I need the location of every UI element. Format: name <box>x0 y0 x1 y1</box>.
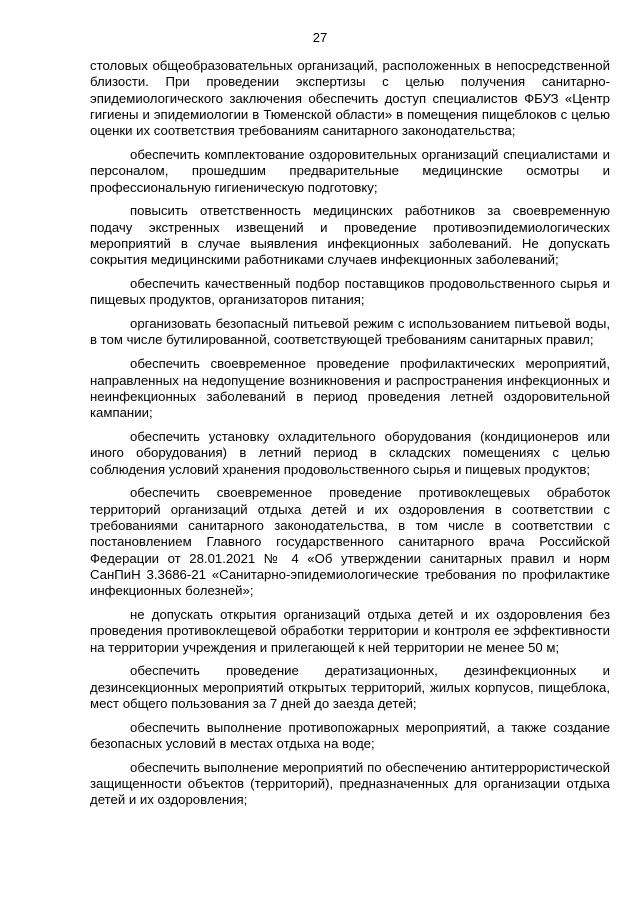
paragraph: обеспечить своевременное проведение противоклещевых обработок территорий организаций отдыха детей и их оздоровления в соответствии с требованиями санитарного законодательства, в том числе в соответствии с постановлением Главного государственного санитарного врача Российской Федерации от 28.01.2021 № 4 «Об утверждении санитарных правил и норм СанПиН 3.3686-21 «Санитарно-эпидемиологические требования по профилактике инфекционных болезней»; <box>90 485 610 599</box>
paragraph: обеспечить установку охладительного оборудования (кондиционеров или иного оборудования) в летний период в складских помещениях с целью соблюдения условий хранения продовольственного сырья и пищевых продуктов; <box>90 428 610 477</box>
page-number: 27 <box>312 30 328 45</box>
paragraph: обеспечить комплектование оздоровительных организаций специалистами и персоналом, прошедшим предварительные медицинские осмотры и профессиональную гигиеническую подготовку; <box>90 146 610 195</box>
paragraph: обеспечить своевременное проведение профилактических мероприятий, направленных на недопущение возникновения и распространения инфекционных и неинфекционных заболеваний в период проведения летней оздоровительной кампании; <box>90 356 610 421</box>
paragraph: не допускать открытия организаций отдыха детей и их оздоровления без проведения противоклещевой обработки территории и контроля ее эффективности на территории учреждения и прилегающей к ней территории не менее 50 м; <box>90 606 610 655</box>
paragraph: обеспечить выполнение мероприятий по обеспечению антитеррористической защищенности объектов (территорий), предназначенных для организации отдыха детей и их оздоровления; <box>90 759 610 808</box>
paragraph: обеспечить проведение дератизационных, дезинфекционных и дезинсекционных мероприятий открытых территорий, жилых корпусов, пищеблока, мест общего пользования за 7 дней до заезда детей; <box>90 663 610 711</box>
document-body <box>90 58 610 816</box>
paragraph: обеспечить качественный подбор поставщиков продовольственного сырья и пищевых продуктов, организаторов питания; <box>90 276 610 308</box>
paragraph: обеспечить выполнение противопожарных мероприятий, а также создание безопасных условий в местах отдыха на воде; <box>90 719 610 751</box>
paragraph: организовать безопасный питьевой режим с использованием питьевой воды, в том числе бутилированной, соответствующей требованиям санитарных правил; <box>90 316 610 348</box>
paragraph: повысить ответственность медицинских работников за своевременную подачу экстренных извещений и проведение противоэпидемиологических мероприятий в случае выявления инфекционных заболеваний. Не допускать сокрытия медицинскими работниками случаев инфекционных заболеваний; <box>90 203 610 268</box>
paragraph: столовых общеобразовательных организаций, расположенных в непосредственной близости. При проведении экспертизы с целью получения санитарно-эпидемиологического заключения обеспечить доступ специалистов ФБУЗ «Центр гигиены и эпидемиологии в Тюменской области» в помещения пищеблоков с целью оценки их соответствия требованиям санитарного законодательства; <box>90 58 610 139</box>
